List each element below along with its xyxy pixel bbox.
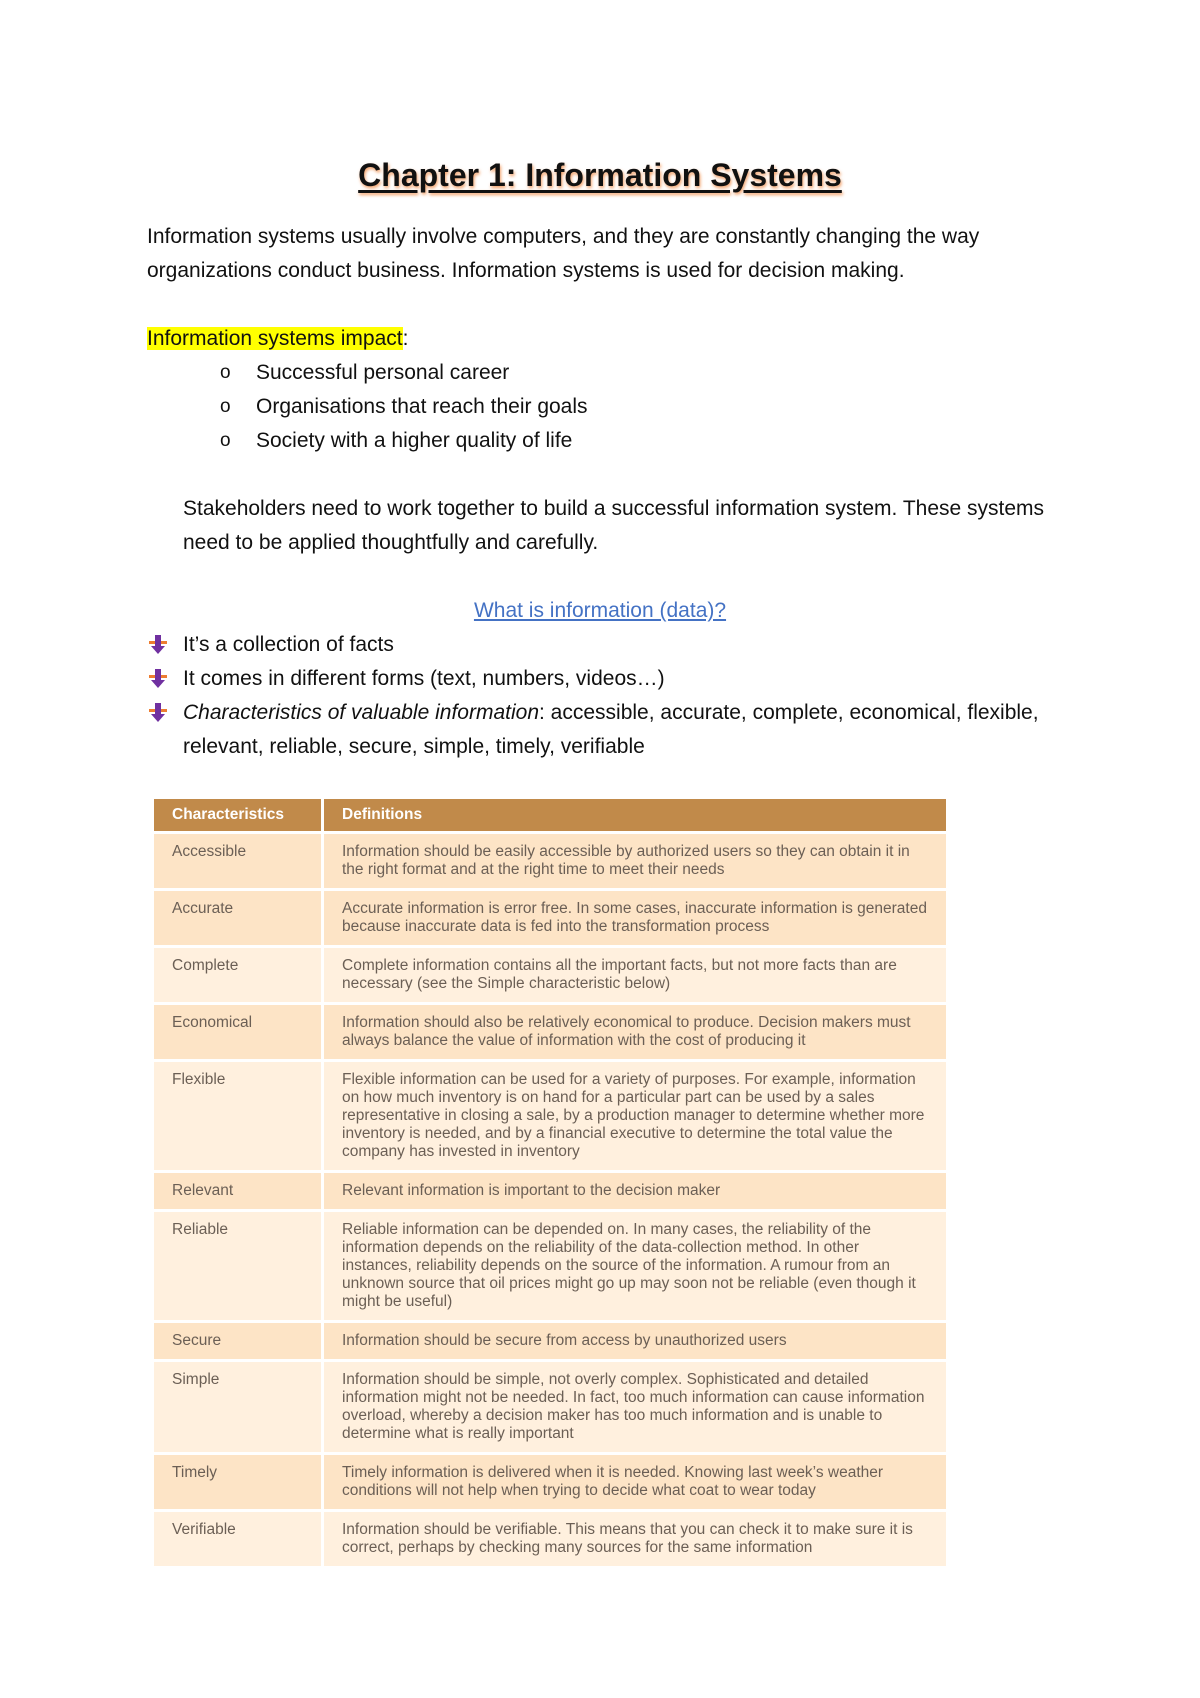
- impact-heading-highlight: Information systems impact: [147, 327, 403, 350]
- list-item-text: Society with a higher quality of life: [256, 429, 573, 452]
- table-row: [154, 1323, 946, 1359]
- definition-cell: Timely information is delivered when it is needed. Knowing last week’s weather conditions will not help when trying to decide what coat to wear today: [324, 1455, 946, 1509]
- down-arrow-bullet-icon: [149, 703, 167, 723]
- intro-paragraph: Information systems usually involve computers, and they are constantly changing the way organizations conduct business. Information systems is used for decision making.: [147, 225, 980, 282]
- table-row: [154, 1455, 946, 1509]
- characteristic-cell: Reliable: [154, 1212, 324, 1320]
- characteristic-cell: Simple: [154, 1362, 324, 1452]
- information-list: [147, 628, 1047, 764]
- table-row: [154, 948, 946, 1002]
- characteristic-cell: Secure: [154, 1323, 324, 1359]
- impact-heading-colon: :: [402, 327, 409, 350]
- list-item: [147, 628, 1047, 662]
- column-header-characteristics: Characteristics: [154, 799, 324, 831]
- circle-bullet-icon: o: [220, 430, 231, 451]
- characteristic-cell: Accessible: [154, 834, 324, 888]
- definition-cell: Flexible information can be used for a variety of purposes. For example, information on how much inventory is on hand for a particular part can be used by a sales representative in closing a sale, by a production manager to determine whether more inventory is needed, and by a financial executive to determine the total value the company has invested in inventory: [324, 1062, 946, 1170]
- list-item-text: It comes in different forms (text, numbers, videos…): [183, 667, 665, 690]
- table-row: [154, 1173, 946, 1209]
- characteristic-cell: Economical: [154, 1005, 324, 1059]
- impact-list: [220, 356, 588, 458]
- list-item: [220, 424, 588, 458]
- list-item-text: It’s a collection of facts: [183, 633, 394, 656]
- characteristic-cell: Accurate: [154, 891, 324, 945]
- column-header-definitions: Definitions: [324, 799, 946, 831]
- list-item-italic-text: Characteristics of valuable information: [183, 701, 539, 724]
- definition-cell: Information should also be relatively economical to produce. Decision makers must always balance the value of information with the cost of producing it: [324, 1005, 946, 1059]
- characteristic-cell: Verifiable: [154, 1512, 324, 1566]
- circle-bullet-icon: o: [220, 362, 231, 383]
- list-item-text: : accessible, accurate, complete, economical, flexible, relevant, reliable, secure, simple, timely, verifiable: [183, 701, 1039, 758]
- table-row: [154, 1362, 946, 1452]
- characteristic-cell: Complete: [154, 948, 324, 1002]
- page-title: Chapter 1: Information Systems: [358, 157, 842, 193]
- characteristic-cell: Relevant: [154, 1173, 324, 1209]
- definition-cell: Information should be secure from access by unauthorized users: [324, 1323, 946, 1359]
- down-arrow-bullet-icon: [149, 635, 167, 655]
- information-heading: What is information (data)?: [473, 599, 727, 622]
- characteristic-cell: Flexible: [154, 1062, 324, 1170]
- definition-cell: Accurate information is error free. In some cases, inaccurate information is generated because inaccurate data is fed into the transformation process: [324, 891, 946, 945]
- characteristics-table-wrapper: [154, 796, 946, 1569]
- table-row: [154, 1005, 946, 1059]
- definition-cell: Relevant information is important to the decision maker: [324, 1173, 946, 1209]
- definition-cell: Information should be verifiable. This means that you can check it to make sure it is correct, perhaps by checking many sources for the same information: [324, 1512, 946, 1566]
- definition-cell: Information should be simple, not overly complex. Sophisticated and detailed information might not be needed. In fact, too much information can cause information overload, whereby a decision maker has too much information and is unable to determine what is really important: [324, 1362, 946, 1452]
- definition-cell: Complete information contains all the important facts, but not more facts than are necessary (see the Simple characteristic below): [324, 948, 946, 1002]
- list-item-text: Successful personal career: [256, 361, 510, 384]
- list-item-text: Organisations that reach their goals: [256, 395, 588, 418]
- table-row: [154, 1212, 946, 1320]
- definition-cell: Information should be easily accessible by authorized users so they can obtain it in the right format and at the right time to meet their needs: [324, 834, 946, 888]
- characteristic-cell: Timely: [154, 1455, 324, 1509]
- impact-heading: [147, 322, 408, 356]
- table-header-row: [154, 799, 946, 831]
- list-item: [220, 356, 588, 390]
- down-arrow-bullet-icon: [149, 669, 167, 689]
- definition-cell: Reliable information can be depended on. In many cases, the reliability of the information depends on the reliability of the data-collection method. In other instances, reliability depends on the source of the information. A rumour from an unknown source that oil prices might go up may soon not be reliable (even though it might be useful): [324, 1212, 946, 1320]
- list-item: [147, 696, 1047, 764]
- table-row: [154, 891, 946, 945]
- list-item: [147, 662, 1047, 696]
- stakeholders-paragraph: Stakeholders need to work together to build a successful information system. These systems need to be applied thoughtfully and carefully.: [183, 497, 1045, 554]
- characteristics-table: [154, 796, 946, 1569]
- circle-bullet-icon: o: [220, 396, 231, 417]
- table-row: [154, 1512, 946, 1566]
- table-row: [154, 834, 946, 888]
- table-row: [154, 1062, 946, 1170]
- list-item: [220, 390, 588, 424]
